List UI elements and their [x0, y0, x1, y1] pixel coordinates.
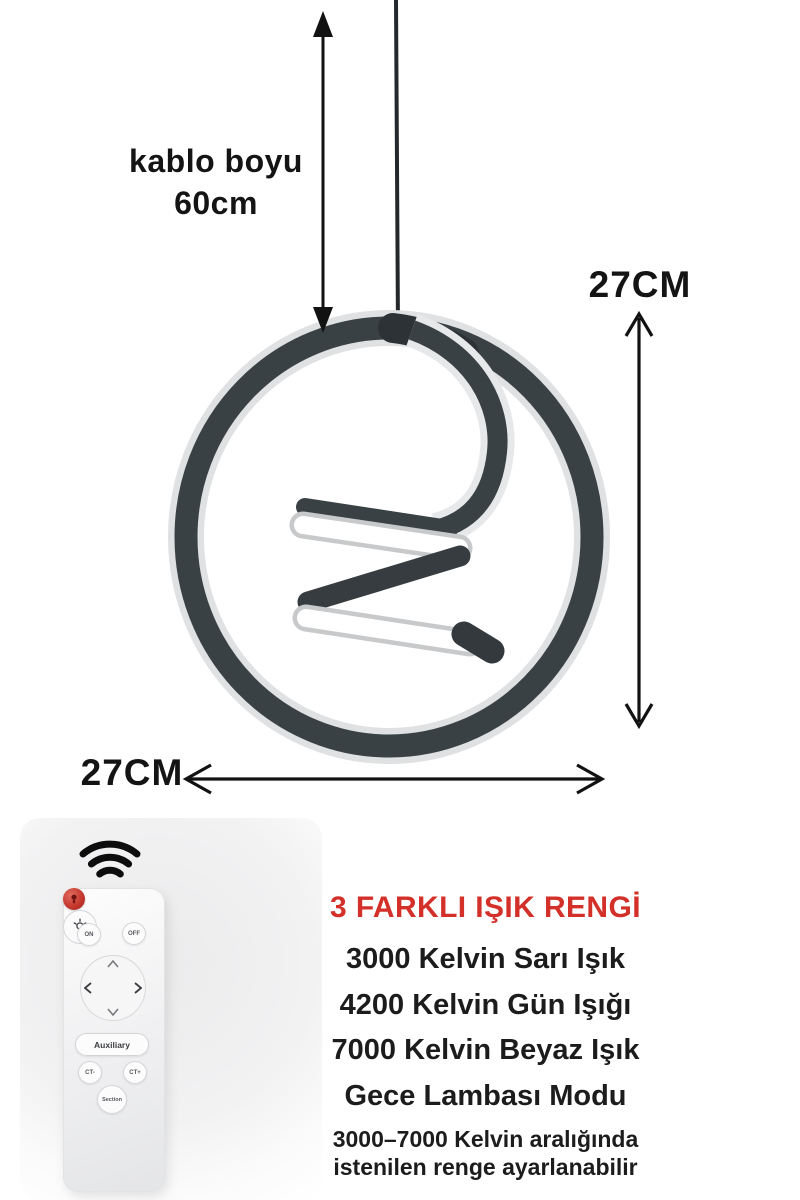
note-line-adjustable: istenilen renge ayarlanabilir — [333, 1154, 638, 1180]
dpad-down-icon — [107, 1008, 119, 1016]
dpad-left-icon — [84, 982, 92, 994]
off-button: OFF — [122, 922, 146, 945]
width-label: 27CM — [80, 752, 184, 793]
remote-control — [63, 888, 165, 1192]
height-label: 27CM — [588, 264, 692, 305]
light-color-info — [303, 891, 668, 1181]
info-lines — [303, 937, 668, 1119]
cable-line — [396, 0, 398, 331]
wifi-signal-icon — [68, 830, 152, 888]
dpad-up-icon — [107, 960, 119, 968]
lamp-swirl — [303, 330, 498, 651]
info-line-3000k: 3000 Kelvin Sarı Işık — [346, 943, 625, 975]
section-button: Section — [97, 1085, 127, 1114]
info-line-4200k: 4200 Kelvin Gün Işığı — [339, 988, 632, 1021]
auxiliary-button: Auxiliary — [75, 1033, 149, 1056]
note-line-range: 3000–7000 Kelvin aralığında — [332, 1126, 639, 1152]
power-bulb-icon — [69, 893, 79, 905]
dpad-right-icon — [134, 982, 142, 994]
power-red-button — [63, 888, 85, 910]
cable-label-line1: kablo boyu — [129, 143, 303, 179]
info-notes — [303, 1125, 668, 1181]
cable-length-label — [104, 140, 328, 224]
ct-minus-button: CT- — [78, 1061, 102, 1084]
height-arrow — [626, 314, 652, 726]
ct-plus-button: CT+ — [123, 1061, 147, 1084]
on-button: ON — [77, 923, 101, 946]
info-line-night-mode: Gece Lambası Modu — [344, 1079, 627, 1112]
width-arrow — [186, 765, 602, 793]
info-line-7000k: 7000 Kelvin Beyaz Işık — [331, 1034, 640, 1066]
cable-label-line2: 60cm — [174, 185, 258, 221]
info-title: 3 FARKLI IŞIK RENGİ — [330, 891, 641, 924]
